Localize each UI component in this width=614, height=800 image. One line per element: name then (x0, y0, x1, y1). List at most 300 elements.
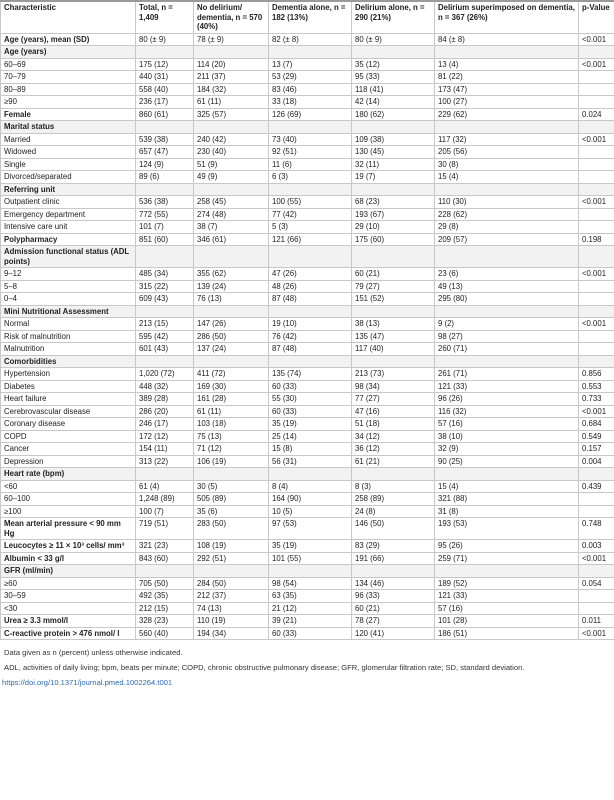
value-cell: 173 (47) (435, 83, 579, 96)
value-cell: 0.054 (579, 577, 614, 590)
table-row (1, 468, 614, 481)
value-cell: 124 (9) (136, 158, 194, 171)
row-label-cell: Marital status (1, 121, 136, 134)
value-cell (579, 602, 614, 615)
value-cell: 98 (34) (352, 380, 435, 393)
value-cell: 539 (38) (136, 133, 194, 146)
value-cell: 1,020 (72) (136, 368, 194, 381)
value-cell: 38 (7) (194, 221, 269, 234)
value-cell: 274 (48) (194, 208, 269, 221)
value-cell: 258 (45) (194, 196, 269, 209)
row-label-cell: ≥100 (1, 505, 136, 518)
value-cell: 55 (30) (269, 393, 352, 406)
value-cell (136, 468, 194, 481)
value-cell: 121 (66) (269, 233, 352, 246)
row-label-cell: Referring unit (1, 183, 136, 196)
value-cell: 15 (4) (435, 171, 579, 184)
value-cell: 172 (12) (136, 430, 194, 443)
value-cell: 505 (89) (194, 493, 269, 506)
row-label-cell: Malnutrition (1, 343, 136, 356)
value-cell (579, 590, 614, 603)
value-cell: 389 (28) (136, 393, 194, 406)
value-cell: 121 (33) (435, 590, 579, 603)
value-cell: 228 (62) (435, 208, 579, 221)
value-cell (579, 493, 614, 506)
row-label-cell: Risk of malnutrition (1, 330, 136, 343)
row-label-cell: Mean arterial pressure < 90 mm Hg (1, 518, 136, 540)
value-cell: 92 (51) (269, 146, 352, 159)
value-cell: 705 (50) (136, 577, 194, 590)
value-cell: 47 (26) (269, 268, 352, 281)
value-cell: 411 (72) (194, 368, 269, 381)
value-cell: 84 (± 8) (435, 33, 579, 46)
value-cell: 0.024 (579, 108, 614, 121)
value-cell: 121 (33) (435, 380, 579, 393)
value-cell: 57 (16) (435, 418, 579, 431)
value-cell (194, 246, 269, 268)
value-cell: 258 (89) (352, 493, 435, 506)
value-cell: 6 (3) (269, 171, 352, 184)
value-cell: 96 (33) (352, 590, 435, 603)
value-cell (579, 171, 614, 184)
row-label-cell: Female (1, 108, 136, 121)
row-label-cell: COPD (1, 430, 136, 443)
value-cell (194, 468, 269, 481)
value-cell (194, 46, 269, 59)
value-cell (136, 355, 194, 368)
header-cell: Characteristic (1, 1, 136, 33)
value-cell: 60 (33) (269, 380, 352, 393)
value-cell: 19 (7) (352, 171, 435, 184)
table-row (1, 196, 614, 209)
value-cell: 10 (5) (269, 505, 352, 518)
row-label-cell: 5–8 (1, 280, 136, 293)
value-cell: 51 (9) (194, 158, 269, 171)
value-cell (194, 565, 269, 578)
value-cell (136, 246, 194, 268)
value-cell: 0.733 (579, 393, 614, 406)
value-cell: 109 (38) (352, 133, 435, 146)
table-row (1, 602, 614, 615)
value-cell: 29 (10) (352, 221, 435, 234)
row-label-cell: 9–12 (1, 268, 136, 281)
value-cell: 194 (34) (194, 627, 269, 640)
table-row (1, 158, 614, 171)
value-cell: 843 (60) (136, 552, 194, 565)
value-cell: 325 (57) (194, 108, 269, 121)
value-cell: 772 (55) (136, 208, 194, 221)
table-row (1, 443, 614, 456)
value-cell: 108 (19) (194, 540, 269, 553)
value-cell: 1,248 (89) (136, 493, 194, 506)
value-cell: 0.684 (579, 418, 614, 431)
table-row (1, 627, 614, 640)
value-cell: 212 (37) (194, 590, 269, 603)
value-cell: 346 (61) (194, 233, 269, 246)
table-row (1, 58, 614, 71)
table-row (1, 268, 614, 281)
value-cell (579, 246, 614, 268)
value-cell: 47 (16) (352, 405, 435, 418)
value-cell: 87 (48) (269, 343, 352, 356)
value-cell: 137 (24) (194, 343, 269, 356)
table-row (1, 405, 614, 418)
row-label-cell: Admission functional status (ADL points) (1, 246, 136, 268)
value-cell: 110 (30) (435, 196, 579, 209)
value-cell: 101 (55) (269, 552, 352, 565)
value-cell (579, 158, 614, 171)
value-cell: 485 (34) (136, 268, 194, 281)
value-cell: 79 (27) (352, 280, 435, 293)
value-cell: 246 (17) (136, 418, 194, 431)
value-cell: 292 (51) (194, 552, 269, 565)
table-row (1, 368, 614, 381)
value-cell: 71 (12) (194, 443, 269, 456)
value-cell: 68 (23) (352, 196, 435, 209)
row-label-cell: 80–89 (1, 83, 136, 96)
header-cell: No delirium/ dementia, n = 570 (40%) (194, 1, 269, 33)
value-cell: 169 (30) (194, 380, 269, 393)
value-cell (269, 46, 352, 59)
row-label-cell: Heart rate (bpm) (1, 468, 136, 481)
value-cell: 8 (3) (352, 480, 435, 493)
value-cell: 139 (24) (194, 280, 269, 293)
value-cell: 448 (32) (136, 380, 194, 393)
value-cell (352, 565, 435, 578)
value-cell: 60 (33) (269, 627, 352, 640)
table-row (1, 615, 614, 628)
value-cell (352, 246, 435, 268)
value-cell (579, 343, 614, 356)
value-cell: 73 (40) (269, 133, 352, 146)
value-cell: 114 (20) (194, 58, 269, 71)
value-cell: 110 (19) (194, 615, 269, 628)
value-cell: 560 (40) (136, 627, 194, 640)
value-cell: 78 (27) (352, 615, 435, 628)
footnote-abbreviations: ADL, activities of daily living; bpm, beats per minute; COPD, chronic obstructive pulmonary disease; GFR, glomerular filtration rate; SD, standard deviation. (4, 663, 525, 672)
value-cell: 60 (21) (352, 602, 435, 615)
value-cell: 286 (50) (194, 330, 269, 343)
value-cell (435, 305, 579, 318)
table-row (1, 380, 614, 393)
value-cell: 48 (26) (269, 280, 352, 293)
row-label-cell: 30–59 (1, 590, 136, 603)
value-cell (579, 293, 614, 306)
table-row (1, 246, 614, 268)
value-cell: 595 (42) (136, 330, 194, 343)
value-cell: 313 (22) (136, 455, 194, 468)
value-cell: 60 (21) (352, 268, 435, 281)
value-cell (579, 83, 614, 96)
value-cell: 0.748 (579, 518, 614, 540)
row-label-cell: Leucocytes ≥ 11 × 10³ cells/ mm³ (1, 540, 136, 553)
value-cell: 851 (60) (136, 233, 194, 246)
row-label-cell: Comorbidities (1, 355, 136, 368)
value-cell (435, 565, 579, 578)
value-cell: 146 (50) (352, 518, 435, 540)
value-cell: 116 (32) (435, 405, 579, 418)
header-cell: Delirium alone, n = 290 (21%) (352, 1, 435, 33)
value-cell: 25 (14) (269, 430, 352, 443)
value-cell: 11 (6) (269, 158, 352, 171)
value-cell: 90 (25) (435, 455, 579, 468)
table-row (1, 305, 614, 318)
value-cell: <0.001 (579, 58, 614, 71)
value-cell (435, 46, 579, 59)
value-cell: 87 (48) (269, 293, 352, 306)
row-label-cell: Coronary disease (1, 418, 136, 431)
value-cell (579, 221, 614, 234)
table-row (1, 146, 614, 159)
value-cell: 295 (80) (435, 293, 579, 306)
value-cell: <0.001 (579, 318, 614, 331)
table-row (1, 221, 614, 234)
value-cell (136, 183, 194, 196)
value-cell: 61 (11) (194, 405, 269, 418)
value-cell: 30 (5) (194, 480, 269, 493)
value-cell (352, 468, 435, 481)
value-cell: <0.001 (579, 133, 614, 146)
value-cell: <0.001 (579, 33, 614, 46)
value-cell: 284 (50) (194, 577, 269, 590)
value-cell: 189 (52) (435, 577, 579, 590)
value-cell: 35 (6) (194, 505, 269, 518)
value-cell: 0.003 (579, 540, 614, 553)
value-cell: 134 (46) (352, 577, 435, 590)
value-cell: 213 (15) (136, 318, 194, 331)
value-cell: 51 (18) (352, 418, 435, 431)
value-cell (136, 121, 194, 134)
header-cell: Dementia alone, n = 182 (13%) (269, 1, 352, 33)
table-row (1, 46, 614, 59)
value-cell: 118 (41) (352, 83, 435, 96)
value-cell: 117 (40) (352, 343, 435, 356)
row-label-cell: Hypertension (1, 368, 136, 381)
value-cell (269, 121, 352, 134)
value-cell: 29 (8) (435, 221, 579, 234)
value-cell: 98 (27) (435, 330, 579, 343)
row-label-cell: Cerebrovascular disease (1, 405, 136, 418)
table-body (1, 33, 614, 640)
table-row (1, 233, 614, 246)
table-row (1, 330, 614, 343)
value-cell (136, 46, 194, 59)
value-cell: 236 (17) (136, 96, 194, 109)
table-row (1, 430, 614, 443)
value-cell (435, 355, 579, 368)
row-label-cell: Albumin < 33 g/l (1, 552, 136, 565)
value-cell: 120 (41) (352, 627, 435, 640)
value-cell: 13 (7) (269, 58, 352, 71)
row-label-cell: GFR (ml/min) (1, 565, 136, 578)
value-cell (579, 565, 614, 578)
table-row (1, 577, 614, 590)
value-cell: 101 (28) (435, 615, 579, 628)
value-cell (269, 355, 352, 368)
row-label-cell: 60–100 (1, 493, 136, 506)
value-cell: 186 (51) (435, 627, 579, 640)
table-row (1, 318, 614, 331)
value-cell: 95 (26) (435, 540, 579, 553)
table-row (1, 33, 614, 46)
value-cell (269, 246, 352, 268)
value-cell: 558 (40) (136, 83, 194, 96)
value-cell: 259 (71) (435, 552, 579, 565)
doi-link[interactable]: https://doi.org/10.1371/journal.pmed.1002264.t001 (2, 678, 173, 687)
value-cell (579, 468, 614, 481)
value-cell: 24 (8) (352, 505, 435, 518)
row-label-cell: Emergency department (1, 208, 136, 221)
table-row (1, 183, 614, 196)
row-label-cell: Married (1, 133, 136, 146)
value-cell (435, 183, 579, 196)
value-cell: 5 (3) (269, 221, 352, 234)
table-row (1, 121, 614, 134)
value-cell: 860 (61) (136, 108, 194, 121)
table-row (1, 505, 614, 518)
table-row (1, 493, 614, 506)
value-cell: 19 (10) (269, 318, 352, 331)
value-cell: 321 (88) (435, 493, 579, 506)
table-row (1, 540, 614, 553)
value-cell: 61 (11) (194, 96, 269, 109)
value-cell: 719 (51) (136, 518, 194, 540)
value-cell: <0.001 (579, 268, 614, 281)
value-cell: 130 (45) (352, 146, 435, 159)
value-cell: 601 (43) (136, 343, 194, 356)
row-label-cell: 0–4 (1, 293, 136, 306)
value-cell: 161 (28) (194, 393, 269, 406)
value-cell: 100 (27) (435, 96, 579, 109)
value-cell: 151 (52) (352, 293, 435, 306)
value-cell: 13 (4) (435, 58, 579, 71)
value-cell: 82 (± 8) (269, 33, 352, 46)
value-cell: 35 (19) (269, 540, 352, 553)
value-cell: 209 (57) (435, 233, 579, 246)
value-cell: 57 (16) (435, 602, 579, 615)
value-cell: 75 (13) (194, 430, 269, 443)
value-cell (136, 305, 194, 318)
value-cell: 0.004 (579, 455, 614, 468)
value-cell: 135 (74) (269, 368, 352, 381)
value-cell: 211 (37) (194, 71, 269, 84)
value-cell: 77 (42) (269, 208, 352, 221)
value-cell: 83 (29) (352, 540, 435, 553)
value-cell: 283 (50) (194, 518, 269, 540)
row-label-cell: Intensive care unit (1, 221, 136, 234)
value-cell (435, 246, 579, 268)
value-cell: 212 (15) (136, 602, 194, 615)
value-cell: 23 (6) (435, 268, 579, 281)
value-cell: 34 (12) (352, 430, 435, 443)
value-cell: 213 (73) (352, 368, 435, 381)
row-label-cell: 60–69 (1, 58, 136, 71)
value-cell: 0.011 (579, 615, 614, 628)
value-cell: 126 (69) (269, 108, 352, 121)
value-cell: 81 (22) (435, 71, 579, 84)
value-cell: 135 (47) (352, 330, 435, 343)
value-cell: 164 (90) (269, 493, 352, 506)
value-cell: 0.549 (579, 430, 614, 443)
value-cell: 42 (14) (352, 96, 435, 109)
value-cell (579, 305, 614, 318)
value-cell: 230 (40) (194, 146, 269, 159)
row-label-cell: Widowed (1, 146, 136, 159)
value-cell: 80 (± 9) (136, 33, 194, 46)
value-cell (579, 208, 614, 221)
value-cell: 60 (33) (269, 405, 352, 418)
header-cell: Delirium superimposed on dementia, n = 367 (26%) (435, 1, 579, 33)
value-cell (269, 468, 352, 481)
value-cell: 61 (4) (136, 480, 194, 493)
table-footnotes (4, 642, 610, 672)
table-row (1, 96, 614, 109)
value-cell: 355 (62) (194, 268, 269, 281)
value-cell: 260 (71) (435, 343, 579, 356)
value-cell: 76 (13) (194, 293, 269, 306)
value-cell: 175 (60) (352, 233, 435, 246)
value-cell (579, 146, 614, 159)
row-label-cell: Normal (1, 318, 136, 331)
value-cell: 184 (32) (194, 83, 269, 96)
table-row (1, 552, 614, 565)
value-cell (352, 305, 435, 318)
table-row (1, 590, 614, 603)
value-cell (579, 505, 614, 518)
value-cell (579, 46, 614, 59)
table-header-row (1, 1, 614, 33)
value-cell (194, 305, 269, 318)
value-cell: 0.553 (579, 380, 614, 393)
value-cell (579, 330, 614, 343)
value-cell (194, 355, 269, 368)
value-cell (136, 565, 194, 578)
value-cell (435, 468, 579, 481)
value-cell (352, 46, 435, 59)
value-cell: 315 (22) (136, 280, 194, 293)
value-cell: 97 (53) (269, 518, 352, 540)
value-cell: 180 (62) (352, 108, 435, 121)
value-cell: 328 (23) (136, 615, 194, 628)
value-cell: 440 (31) (136, 71, 194, 84)
table-row (1, 208, 614, 221)
value-cell: 36 (12) (352, 443, 435, 456)
value-cell: 536 (38) (136, 196, 194, 209)
value-cell: 286 (20) (136, 405, 194, 418)
table-row (1, 480, 614, 493)
value-cell: <0.001 (579, 405, 614, 418)
value-cell: 96 (26) (435, 393, 579, 406)
value-cell: 103 (18) (194, 418, 269, 431)
row-label-cell: Diabetes (1, 380, 136, 393)
value-cell: 609 (43) (136, 293, 194, 306)
value-cell: 0.198 (579, 233, 614, 246)
value-cell: 31 (8) (435, 505, 579, 518)
table-row (1, 71, 614, 84)
value-cell: <0.001 (579, 627, 614, 640)
row-label-cell: 70–79 (1, 71, 136, 84)
value-cell: <0.001 (579, 196, 614, 209)
table-row (1, 171, 614, 184)
table-row (1, 518, 614, 540)
value-cell: 35 (12) (352, 58, 435, 71)
row-label-cell: C-reactive protein > 476 nmol/ l (1, 627, 136, 640)
value-cell: 61 (21) (352, 455, 435, 468)
row-label-cell: Age (years) (1, 46, 136, 59)
value-cell: 0.439 (579, 480, 614, 493)
value-cell: 21 (12) (269, 602, 352, 615)
value-cell (194, 183, 269, 196)
